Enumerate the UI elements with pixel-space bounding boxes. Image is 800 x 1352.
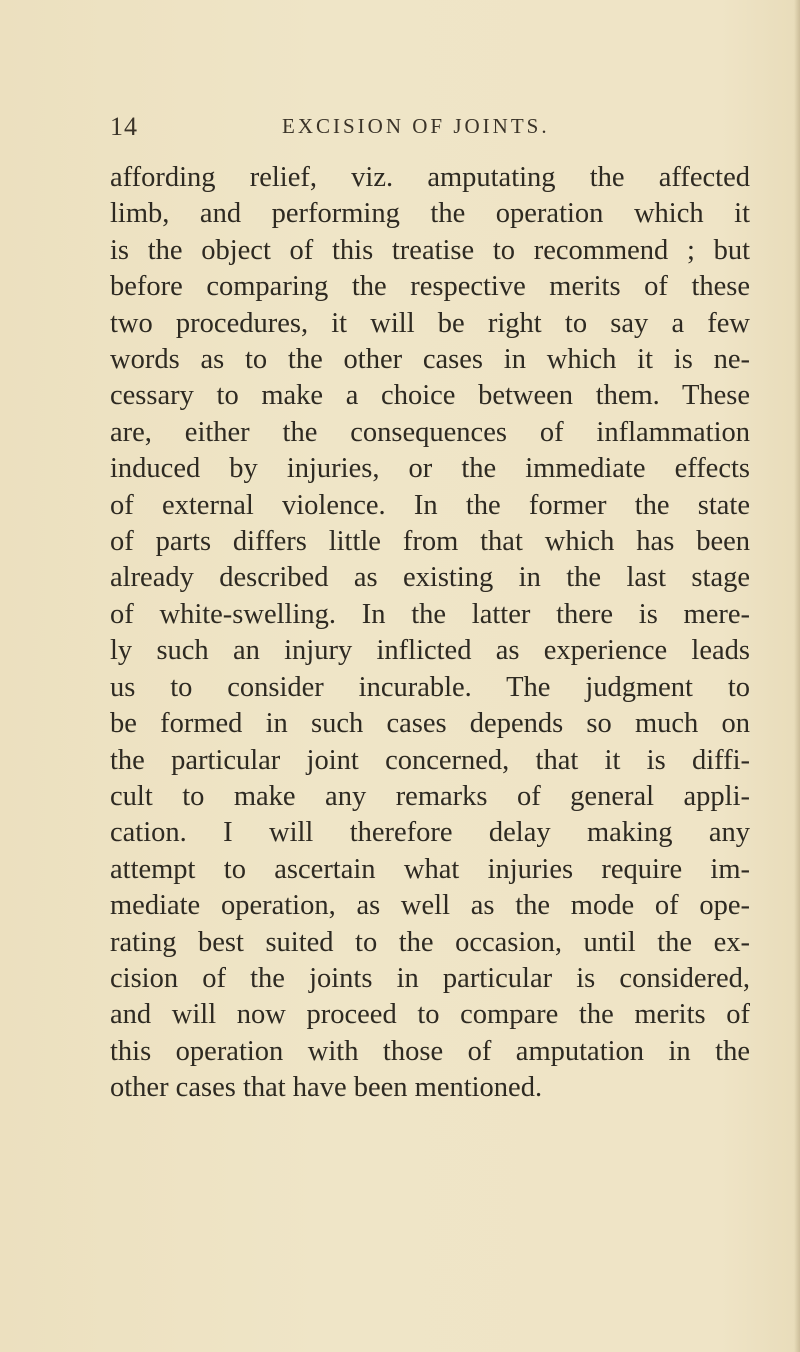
text-line: affording relief, viz. amputating the affected — [110, 162, 750, 193]
text-line: rating best suited to the occasion, until the ex- — [110, 926, 750, 958]
text-line: already described as existing in the last stage — [110, 562, 750, 594]
text-line: of parts differs little from that which has been — [110, 526, 750, 558]
text-line: limb, and performing the operation which it — [110, 198, 750, 230]
text-line: us to consider incurable. The judgment to — [110, 671, 750, 703]
text-line: cision of the joints in particular is considered, — [110, 962, 750, 994]
text-line: of white-swelling. In the latter there is mere- — [110, 598, 750, 630]
page-edge-shadow — [794, 0, 800, 1352]
page-number: 14 — [110, 112, 138, 141]
text-line: be formed in such cases depends so much on — [110, 708, 750, 740]
body-text — [110, 160, 750, 1107]
text-line: this operation with those of amputation in the — [110, 1035, 750, 1067]
text-line: other cases that have been mentioned. — [110, 1072, 543, 1104]
text-line: attempt to ascertain what injuries require im- — [110, 853, 750, 885]
text-line: cult to make any remarks of general appli- — [110, 780, 750, 812]
text-line: and will now proceed to compare the merits of — [110, 999, 750, 1031]
text-line: mediate operation, as well as the mode of ope- — [110, 890, 750, 922]
text-line: words as to the other cases in which it is ne- — [110, 344, 750, 376]
running-head — [110, 112, 760, 152]
running-title: EXCISION OF JOINTS. — [282, 114, 550, 138]
text-line: cation. I will therefore delay making any — [110, 817, 750, 849]
text-line: are, either the consequences of inflammation — [110, 416, 750, 448]
text-line: is the object of this treatise to recommend ; but — [110, 234, 750, 266]
text-line: induced by injuries, or the immediate effects — [110, 453, 750, 485]
text-line: the particular joint concerned, that it is diffi- — [110, 744, 750, 776]
text-line: ly such an injury inflicted as experience leads — [110, 635, 750, 667]
text-line: two procedures, it will be right to say a few — [110, 307, 750, 339]
text-line: before comparing the respective merits of these — [110, 271, 750, 303]
text-line: cessary to make a choice between them. These — [110, 380, 750, 412]
text-line: of external violence. In the former the state — [110, 489, 750, 521]
